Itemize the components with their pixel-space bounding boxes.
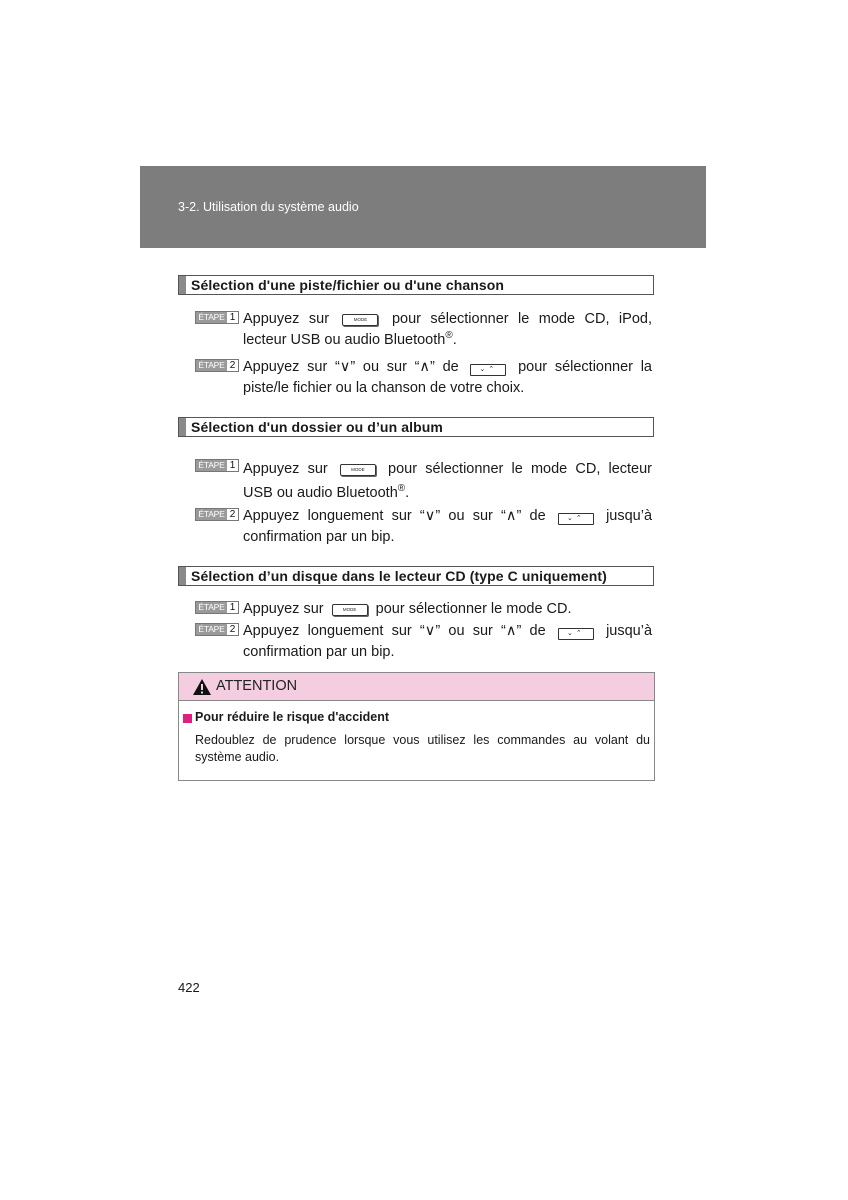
section-heading-text: Sélection d’un disque dans le lecteur CD (type C uniquement) bbox=[191, 568, 607, 584]
step-text-before: Appuyez longuement sur “∨” ou sur “∧” de bbox=[243, 508, 546, 524]
step-text-end: . bbox=[452, 332, 457, 348]
attention-box bbox=[178, 672, 655, 781]
step-badge-number: 1 bbox=[229, 312, 236, 323]
registered-mark: ® bbox=[397, 483, 406, 495]
attention-body: Redoublez de prudence lorsque vous utilisez les commandes au volant du système audio. bbox=[195, 733, 650, 764]
mode-button-icon: MODE bbox=[340, 464, 376, 476]
step-text-before: Appuyez longuement sur “∨” ou sur “∧” de bbox=[243, 623, 546, 639]
step-text-after: pour sélectionner le mode CD. bbox=[375, 601, 572, 617]
step-badge-label: ÉTAPE bbox=[196, 312, 227, 323]
chapter-header-band bbox=[140, 166, 706, 248]
step-item bbox=[195, 506, 652, 548]
attention-title: ATTENTION bbox=[216, 678, 298, 694]
step-text bbox=[243, 357, 652, 399]
step-text-after: pour sélectionner le mode CD, lecteur USB ou audio Bluetooth bbox=[243, 461, 653, 501]
step-badge-number: 1 bbox=[229, 602, 236, 613]
seek-button-icon: ⌄⌃ bbox=[470, 364, 506, 376]
step-badge bbox=[195, 459, 239, 472]
step-text bbox=[243, 599, 652, 620]
section-heading-track bbox=[178, 275, 654, 295]
section-heading-folder bbox=[178, 417, 654, 437]
attention-subheading: Pour réduire le risque d'accident bbox=[195, 710, 390, 724]
step-text-before: Appuyez sur bbox=[243, 601, 324, 617]
step-item bbox=[195, 457, 652, 505]
step-text-before: Appuyez sur bbox=[243, 461, 328, 477]
step-item bbox=[195, 599, 652, 620]
step-badge-number: 2 bbox=[229, 624, 236, 635]
attention-header bbox=[179, 673, 654, 701]
step-badge-number: 1 bbox=[229, 460, 236, 471]
warning-triangle-icon bbox=[192, 678, 212, 696]
step-badge-number: 2 bbox=[229, 360, 236, 371]
step-badge bbox=[195, 311, 239, 324]
step-badge bbox=[195, 508, 239, 521]
section-heading-disc bbox=[178, 566, 654, 586]
mode-button-icon: MODE bbox=[332, 604, 368, 616]
step-text bbox=[243, 506, 652, 548]
step-item bbox=[195, 357, 652, 399]
chapter-title: 3-2. Utilisation du système audio bbox=[178, 200, 359, 214]
step-text-after: jusqu’à confirmation par un bip. bbox=[243, 623, 653, 660]
step-item bbox=[195, 309, 652, 351]
step-text bbox=[243, 621, 652, 663]
step-text-before: Appuyez sur bbox=[243, 311, 330, 327]
step-item bbox=[195, 621, 652, 663]
step-badge-number: 2 bbox=[229, 509, 236, 520]
step-badge-label: ÉTAPE bbox=[196, 509, 227, 520]
step-badge bbox=[195, 623, 239, 636]
step-text-before: Appuyez sur “∨” ou sur “∧” de bbox=[243, 359, 459, 375]
step-badge-label: ÉTAPE bbox=[196, 602, 227, 613]
section-heading-text: Sélection d'une piste/fichier ou d'une chanson bbox=[191, 277, 505, 293]
step-text-after: pour sélectionner le mode CD, iPod, lecteur USB ou audio Bluetooth bbox=[243, 311, 652, 348]
step-text bbox=[243, 457, 652, 505]
step-badge-label: ÉTAPE bbox=[196, 624, 227, 635]
seek-button-icon: ⌄⌃ bbox=[558, 628, 594, 640]
registered-mark: ® bbox=[445, 330, 453, 342]
mode-button-icon: MODE bbox=[342, 314, 378, 326]
step-badge bbox=[195, 359, 239, 372]
step-text-after: jusqu’à confirmation par un bip. bbox=[243, 508, 653, 545]
step-badge-label: ÉTAPE bbox=[196, 460, 227, 471]
step-badge bbox=[195, 601, 239, 614]
section-heading-text: Sélection d'un dossier ou d’un album bbox=[191, 419, 443, 435]
seek-button-icon: ⌄⌃ bbox=[558, 513, 594, 525]
step-badge-label: ÉTAPE bbox=[196, 360, 227, 371]
page-number: 422 bbox=[178, 980, 200, 995]
step-text-after: pour sélectionner la piste/le fichier ou la chanson de votre choix. bbox=[243, 359, 652, 396]
step-text bbox=[243, 309, 652, 351]
bullet-square-icon bbox=[183, 714, 192, 723]
step-text-end: . bbox=[405, 485, 410, 501]
